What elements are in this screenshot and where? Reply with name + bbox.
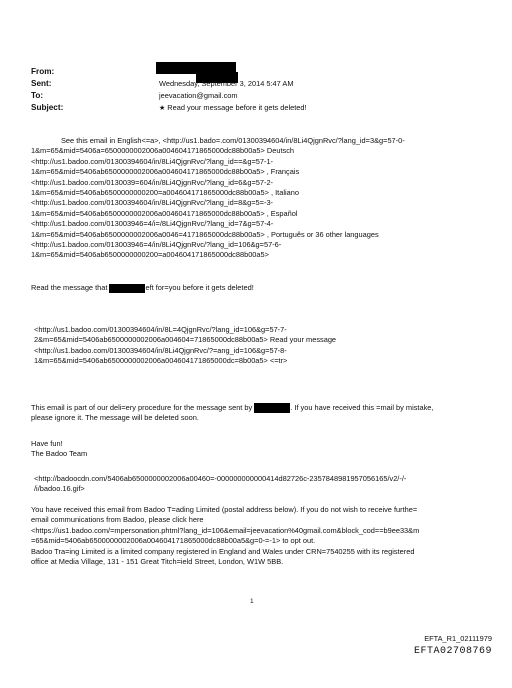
delivery-after: . If you have received this =mail by mistake, (290, 403, 434, 412)
lang-line: <http://us1.badoo.com/01300394604/in/8Li4QjgnRvc/?lang_id=8&g=5=-3- (31, 198, 274, 208)
to-value: jeevacation@gmail.com (159, 91, 238, 100)
link-line: 2&m=65&mid=5406ab6500000002006a004604=71865000dc88b00a5> Read your message (34, 335, 337, 345)
gif-line: /i/badoo.16.gif> (34, 484, 85, 494)
subject-row (31, 102, 491, 114)
reference-id-2: EFTA02708769 (413, 646, 492, 657)
lang-line: <http://us1.badoo.com/01300394604/in/8Li4QjgnRvc/?lang_id==&g=57-1- (31, 156, 274, 166)
from-row (31, 66, 491, 78)
signoff (31, 439, 481, 460)
sent-value: Wednesday, September 3, 2014 5:47 AM (159, 79, 294, 88)
lang-line: 1&m=65&mid=5406ab6500000002006a004604171865000dc88b00a5> , Français (31, 167, 300, 177)
read-message-line (31, 283, 481, 293)
message-links (31, 325, 481, 367)
delivery-before: This email is part of our deli=ery procedure for the message sent by (31, 403, 253, 412)
star-icon: ★ (159, 105, 166, 112)
delivery-notice (31, 403, 481, 424)
lang-line: 1&m=65&mid=5406ab6500000000200=a004604171865000dc88b00a5> , Italiano (31, 188, 299, 198)
redaction-sender (109, 284, 145, 293)
subject-label: Subject: (31, 103, 64, 112)
lang-line: <http://us1.badoo.com/013003946=4/i=/8Li4QjgnRvc/?lang_id=7&g=57-4- (31, 219, 274, 229)
footer-line: <https://us1.badoo.com/=mpersonation.phtml?lang_id=106&email=jeevacation%40gmail.com&block_cod==b9ee33&m (31, 525, 420, 535)
gif-line: <http://badoocdn.com/5406ab6500000002006a00460=-000000000000414d82726c-2357848981957056165/v2/-/- (34, 474, 407, 483)
footer-notice (31, 505, 481, 567)
reference-id-1: EFTA_R1_02111979 (424, 634, 492, 643)
lang-line: <http://us1.badoo.com/0130039=604/in/8Li4QjgnRvc/?lang_id=6&g=57-2- (31, 177, 274, 187)
signoff-line-2: The Badoo Team (31, 449, 88, 459)
footer-line: Badoo Tra=ing Limited is a limited company registered in England and Wales under CRN=7540255 with its registered (31, 546, 415, 556)
to-label: To: (31, 91, 44, 100)
sent-label: Sent: (31, 79, 52, 88)
language-links (31, 136, 481, 261)
lang-line: 1&m=65&mid=5406ab6500000000200=a004604171865000dc88b00a5> (31, 250, 269, 260)
footer-line: You have received this email from Badoo T=ading Limited (postal address below). If you do not wish to receive furthe= (31, 505, 418, 514)
delivery-line-2: please ignore it. The message will be deleted soon. (31, 413, 199, 423)
footer-line: =65&mid=5406ab6500000002006a004604171865000dc88b00a5&g=0-=-1> to opt out. (31, 536, 316, 546)
lang-line: 1&m=65&mid=5406ab6500000002006a0046=4171865000dc88b00a5> , Português or 36 other languages (31, 229, 379, 239)
read-before: Read the message that (31, 283, 108, 292)
footer-line: email communications from Badoo, please click here (31, 515, 204, 525)
subject-value: Read your message before it gets deleted! (167, 103, 307, 112)
signoff-line-1: Have fun! (31, 439, 63, 448)
read-after: eft for=you before it gets deleted! (145, 283, 254, 292)
link-line: 1&m=65&mid=5406ab6500000002006a004604171865000dc=8b00a5> <=tr> (34, 356, 288, 366)
from-label: From: (31, 67, 55, 76)
lang-line: See this email in English<=a>, <http://us1.bado=.com/01300394604/in/8Li4QjgnRvc/?lang_id=3&g=57-0- (61, 136, 405, 145)
footer-line: office at Media Village, 131 - 151 Great Titch=ield Street, London, W1W 5BB. (31, 557, 284, 567)
to-row (31, 90, 491, 102)
lang-line: 1&m=65&mid=5406a=6500000002006a004604171865000dc88b00a5> Deutsch (31, 146, 295, 156)
gif-link (31, 474, 481, 495)
subject-value-wrap (159, 102, 307, 114)
sent-row (31, 78, 491, 90)
lang-line: 1&m=65&mid=5406ab6500000002006a004604171865000dc88b00a5> , Español (31, 208, 298, 218)
link-line: <http://us1.badoo.com/01300394604/in/8Li4QjgnRvc/?=ang_id=106&g=57-8- (34, 345, 287, 355)
link-line: <http://us1.badoo.com/01300394604/in/8L=4QjgnRvc/?lang_id=106&g=57-7- (34, 325, 287, 334)
page-number: 1 (250, 598, 254, 605)
redaction-recipient (254, 403, 290, 413)
lang-line: <http://us1.badoo.com/013003946=4/in/8Li4QjgnRvc/?lang_id=106&g=57-6- (31, 240, 282, 250)
email-header (31, 66, 491, 114)
